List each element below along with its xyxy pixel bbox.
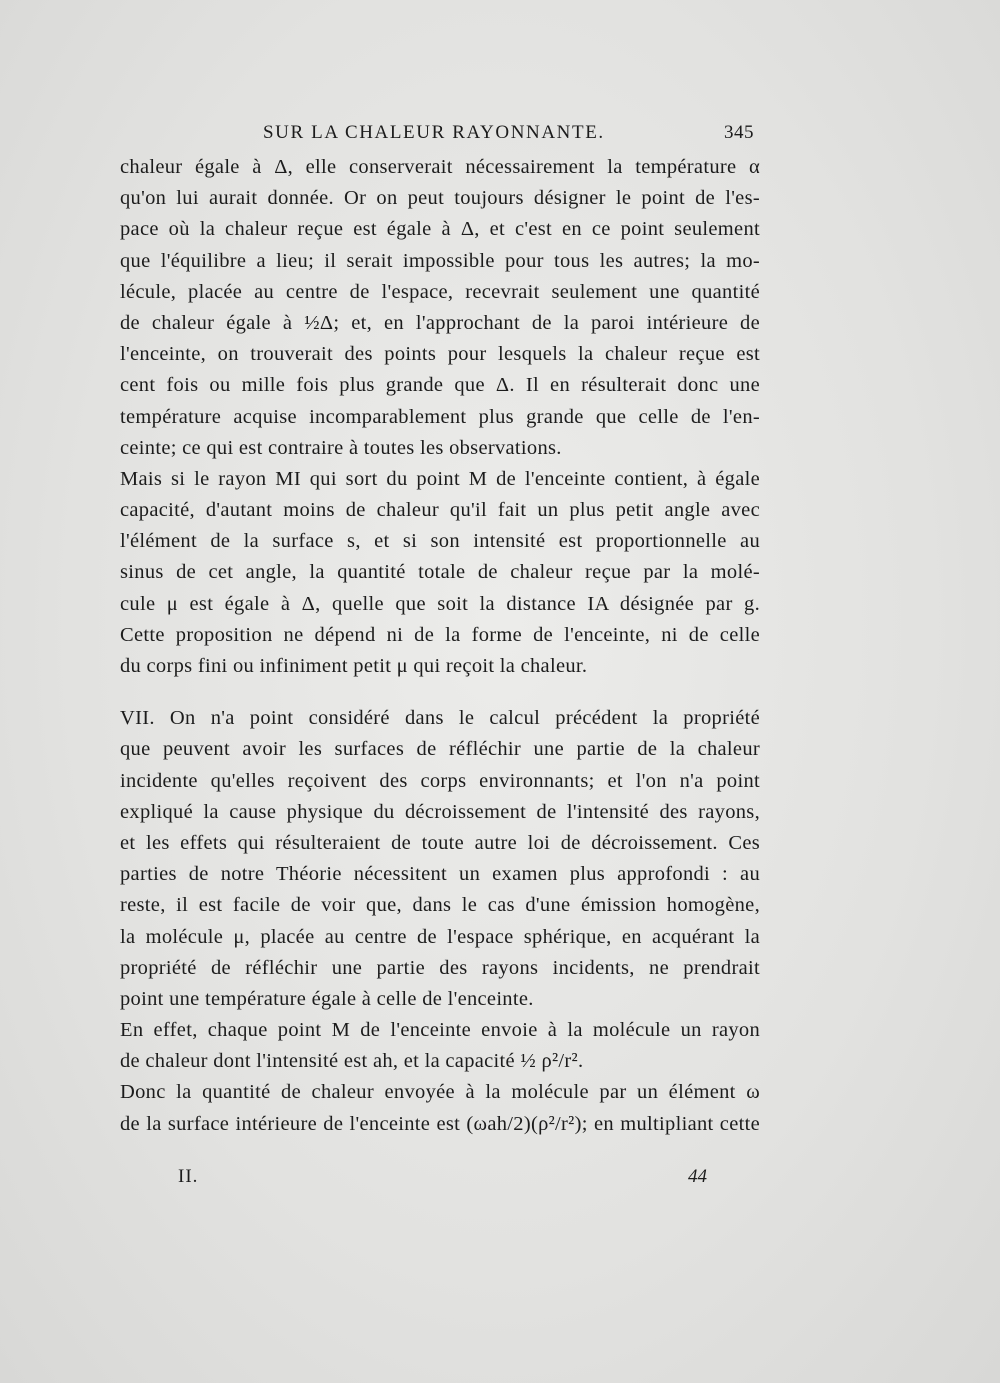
text-line: VII. On n'a point considéré dans le calcul précédent la propriété: [120, 707, 760, 730]
page-footer: [120, 1166, 760, 1196]
text-line: incidente qu'elles reçoivent des corps environnants; et l'on n'a point: [120, 769, 760, 792]
text-line: de chaleur dont l'intensité est ah, et la capacité ½ ρ²/r².: [120, 1050, 584, 1073]
text-line: parties de notre Théorie nécessitent un examen plus approfondi : au: [120, 863, 760, 886]
text-line: température acquise incomparablement plus grande que celle de l'en-: [120, 405, 760, 428]
text-line: du corps fini ou infiniment petit μ qui reçoit la chaleur.: [120, 655, 588, 677]
text-line: reste, il est facile de voir que, dans le cas d'une émission homogène,: [120, 894, 760, 917]
text-line: expliqué la cause physique du décroissement de l'intensité des rayons,: [120, 800, 760, 823]
text-line: sinus de cet angle, la quantité totale de chaleur reçue par la molé-: [120, 561, 760, 584]
running-title: SUR LA CHALEUR RAYONNANTE.: [263, 122, 605, 143]
text-line: que peuvent avoir les surfaces de réfléchir une partie de la chaleur: [120, 738, 760, 761]
text-line: de la surface intérieure de l'enceinte est (ωah/2)(ρ²/r²); en multipliant cette: [120, 1112, 760, 1135]
text-line: lécule, placée au centre de l'espace, recevrait seulement une quantité: [120, 280, 760, 303]
text-line: Cette proposition ne dépend ni de la forme de l'enceinte, ni de celle: [120, 623, 760, 646]
text-line: cent fois ou mille fois plus grande que Δ. Il en résulterait donc une: [120, 374, 760, 397]
text-line: point une température égale à celle de l'enceinte.: [120, 987, 534, 1010]
sheet-number: 44: [688, 1166, 707, 1187]
text-line: Mais si le rayon MI qui sort du point M de l'enceinte contient, à égale: [120, 467, 760, 490]
text-line: que l'équilibre a lieu; il serait impossible pour tous les autres; la mo-: [120, 249, 760, 272]
text-line: cule μ est égale à Δ, quelle que soit la distance IA désignée par g.: [120, 592, 760, 615]
running-head: [120, 122, 760, 152]
signature-mark: II.: [178, 1166, 199, 1187]
body-text: [120, 152, 760, 1140]
text-line: ceinte; ce qui est contraire à toutes les observations.: [120, 436, 562, 459]
text-line: chaleur égale à Δ, elle conserverait nécessairement la température α: [120, 156, 760, 178]
text-line: pace où la chaleur reçue est égale à Δ, et c'est en ce point seulement: [120, 218, 760, 241]
text-line: l'enceinte, on trouverait des points pour lesquels la chaleur reçue est: [120, 343, 760, 366]
text-line: de chaleur égale à ½Δ; et, en l'approchant de la paroi intérieure de: [120, 311, 760, 334]
text-line: et les effets qui résulteraient de toute autre loi de décroissement. Ces: [120, 831, 760, 854]
text-line: Donc la quantité de chaleur envoyée à la molécule par un élément ω: [120, 1081, 760, 1104]
text-line: propriété de réfléchir une partie des rayons incidents, ne prendrait: [120, 956, 760, 979]
text-line: En effet, chaque point M de l'enceinte envoie à la molécule un rayon: [120, 1019, 760, 1042]
text-line: qu'on lui aurait donnée. Or on peut toujours désigner le point de l'es-: [120, 187, 760, 210]
page-number: 345: [724, 122, 754, 143]
text-line: la molécule μ, placée au centre de l'espace sphérique, en acquérant la: [120, 925, 760, 948]
text-line: l'élément de la surface s, et si son intensité est proportionnelle au: [120, 530, 760, 553]
text-line: capacité, d'autant moins de chaleur qu'il fait un plus petit angle avec: [120, 499, 760, 522]
